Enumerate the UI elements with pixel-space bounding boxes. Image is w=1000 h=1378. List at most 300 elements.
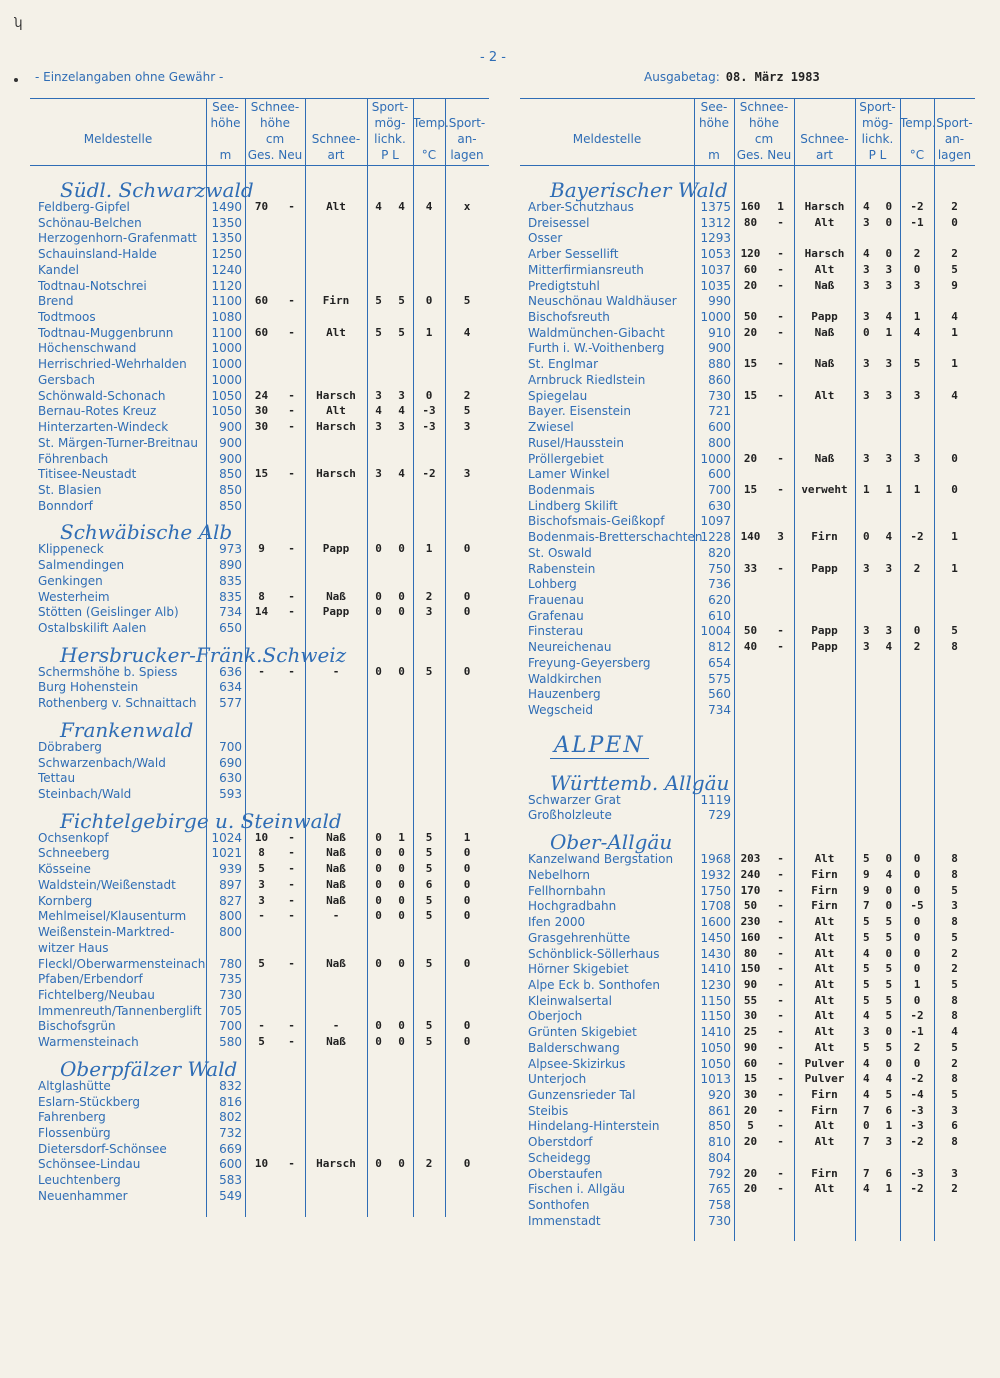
snow-total: 24: [254, 388, 269, 402]
snow-new: -: [288, 1019, 295, 1033]
right-col-anlagen: [934, 99, 975, 165]
sport-p: 5: [862, 852, 870, 866]
snow-type: Alt: [814, 977, 835, 991]
sport-facilities: 2: [951, 200, 958, 213]
left-column-header: [30, 99, 489, 166]
station-name: Warmensteinach: [38, 1035, 139, 1050]
station-row: [520, 884, 975, 900]
snow-total: 60: [743, 1056, 758, 1070]
temperature: 0: [913, 962, 921, 976]
sport-facilities: 0: [463, 877, 471, 891]
snow-type: Alt: [814, 262, 835, 276]
header-line: lichk.: [861, 132, 894, 146]
sport-p: 5: [862, 977, 870, 991]
region-heading: Bayerischer Wald: [550, 178, 728, 202]
temperature: -4: [910, 1088, 924, 1101]
sport-p: 0: [375, 542, 382, 556]
station-name: Immenreuth/Tannenberglift: [38, 1003, 202, 1018]
station-altitude: 1000: [700, 451, 731, 466]
snow-new: -: [288, 589, 295, 603]
temperature: 5: [425, 862, 433, 876]
station-row: [30, 590, 489, 606]
sport-l: 0: [885, 883, 893, 897]
snow-type: Naß: [326, 830, 346, 844]
sport-p: 0: [375, 862, 382, 876]
snow-new: -: [777, 867, 784, 881]
snow-new: -: [777, 1056, 784, 1070]
snow-new: -: [777, 930, 784, 944]
sport-facilities: 5: [951, 977, 958, 991]
snow-type: Naß: [326, 956, 346, 970]
temperature: -5: [910, 899, 924, 913]
station-altitude: 560: [708, 687, 731, 702]
station-name: Lamer Winkel: [528, 467, 610, 482]
station-row: [520, 624, 975, 640]
station-row: [30, 1004, 489, 1020]
sport-facilities: 8: [951, 1135, 958, 1149]
snow-type: Naß: [814, 451, 835, 465]
header-line: mög-: [374, 116, 406, 130]
sport-l: 3: [885, 451, 893, 465]
station-altitude: 610: [708, 608, 731, 623]
station-altitude: 850: [219, 467, 242, 482]
snow-new: -: [777, 1009, 784, 1023]
station-row: [30, 831, 489, 847]
temperature: -3: [910, 1119, 924, 1133]
station-altitude: 669: [219, 1141, 242, 1156]
snow-type: Pulver: [804, 1072, 845, 1086]
header-line: Schnee-: [311, 132, 361, 146]
sport-p: 3: [375, 420, 382, 434]
station-row: [520, 656, 975, 672]
sport-p: 3: [862, 278, 870, 292]
column-divider: [305, 166, 306, 1217]
station-altitude: 634: [219, 680, 242, 695]
station-name: Fahrenberg: [38, 1110, 106, 1125]
header-line: Sport-: [371, 100, 409, 114]
header-line: Ges. Neu: [736, 148, 792, 162]
station-row: [30, 756, 489, 772]
station-name: Immenstadt: [528, 1213, 601, 1228]
station-altitude: 1050: [211, 388, 242, 403]
station-name: Rusel/Hausstein: [528, 435, 624, 450]
temperature: 5: [425, 956, 433, 970]
sport-p: 3: [375, 467, 382, 481]
snow-total: 5: [258, 1035, 265, 1049]
station-name: Alpsee-Skizirkus: [528, 1056, 626, 1071]
station-name: Titisee-Neustadt: [38, 467, 137, 482]
station-row: [30, 972, 489, 988]
snow-type: Naß: [326, 846, 346, 860]
station-altitude: 850: [219, 482, 242, 497]
snow-new: -: [288, 294, 295, 308]
station-name: Frauenau: [528, 593, 584, 607]
station-row: [520, 1167, 975, 1183]
snow-total: 40: [743, 640, 758, 654]
station-row: [30, 467, 489, 483]
station-altitude: 575: [708, 671, 731, 686]
snow-type: Alt: [814, 1040, 835, 1054]
header-line: an-: [457, 132, 477, 146]
station-altitude: 1013: [700, 1072, 731, 1087]
sport-l: 3: [885, 278, 893, 292]
station-row: [520, 703, 975, 719]
sport-p: 3: [862, 215, 870, 229]
temperature: -3: [422, 420, 436, 434]
snow-new: -: [777, 310, 784, 324]
sport-l: 0: [398, 1157, 405, 1171]
station-row: [520, 915, 975, 931]
station-row: [30, 1095, 489, 1111]
station-name: Osser: [528, 231, 563, 246]
station-altitude: 1230: [700, 977, 731, 992]
snow-total: 20: [743, 451, 758, 465]
station-altitude: 580: [219, 1035, 242, 1050]
sport-p: 3: [862, 1025, 870, 1039]
station-name: Großholzleute: [528, 808, 612, 823]
station-row: [520, 216, 975, 232]
station-name: Waldstein/Weißenstadt: [38, 877, 176, 892]
station-name: Predigtstuhl: [528, 278, 600, 293]
station-altitude: 850: [708, 1119, 731, 1134]
snow-new: -: [777, 899, 784, 913]
snow-total: 50: [743, 899, 758, 913]
sport-l: 5: [885, 930, 893, 944]
snow-total: 230: [740, 915, 761, 929]
header-line: cm: [754, 132, 774, 146]
snow-new: -: [288, 420, 295, 434]
snow-total: 50: [743, 624, 758, 638]
snow-type: Firn: [811, 899, 838, 913]
station-altitude: 897: [219, 877, 242, 892]
region-heading: Oberpfälzer Wald: [60, 1056, 238, 1081]
sport-l: 1: [885, 1119, 893, 1133]
station-row: [520, 577, 975, 593]
snow-type: Alt: [814, 962, 835, 976]
station-name: Hörner Skigebiet: [528, 962, 629, 977]
station-row: [520, 467, 975, 483]
station-altitude: 1250: [211, 247, 242, 262]
snow-total: 160: [740, 200, 761, 213]
sport-p: 3: [375, 388, 382, 402]
station-altitude: 735: [219, 972, 242, 987]
station-name: Kornberg: [38, 893, 93, 908]
station-name: Ifen 2000: [528, 915, 586, 930]
snow-new: -: [777, 993, 784, 1007]
header-divider: [734, 99, 735, 165]
snow-type: Firn: [811, 867, 838, 881]
station-name: St. Blasien: [38, 482, 102, 497]
snow-type: Papp: [322, 605, 350, 619]
snow-total: 90: [743, 977, 758, 991]
sport-facilities: 1: [951, 357, 958, 371]
station-name: Oberstdorf: [528, 1135, 593, 1150]
snow-new: -: [777, 482, 784, 496]
right-col-sport: [855, 99, 900, 165]
temperature: 5: [425, 1035, 433, 1049]
station-row: [520, 852, 975, 868]
station-altitude: 1000: [211, 357, 242, 372]
station-row: [520, 1198, 975, 1214]
station-row: [30, 574, 489, 590]
station-row: [30, 909, 489, 925]
temperature: 1: [913, 482, 921, 496]
station-altitude: 800: [219, 925, 242, 940]
temperature: 2: [425, 589, 433, 603]
sport-l: 4: [885, 530, 893, 544]
station-altitude: 816: [219, 1094, 242, 1109]
temperature: -1: [910, 215, 924, 229]
station-altitude: 1000: [700, 310, 731, 325]
station-name: Unterjoch: [528, 1072, 587, 1087]
sport-facilities: 5: [463, 294, 471, 308]
snow-new: -: [777, 1088, 784, 1101]
sport-l: 1: [398, 830, 405, 844]
sport-facilities: 5: [951, 1040, 958, 1054]
temperature: 0: [913, 883, 921, 897]
station-altitude: 780: [219, 956, 242, 971]
temperature: 0: [913, 624, 921, 638]
sport-p: 0: [375, 664, 382, 678]
station-name: St. Märgen-Turner-Breitnau: [38, 435, 198, 450]
sport-l: 4: [885, 640, 893, 654]
station-row: [30, 925, 489, 941]
station-name: Westerheim: [38, 589, 110, 604]
column-divider: [734, 166, 735, 1241]
snow-type: Alt: [814, 915, 835, 929]
sport-facilities: 0: [463, 589, 471, 603]
sport-facilities: 3: [951, 1103, 958, 1117]
sport-p: 7: [862, 899, 870, 913]
snow-new: -: [777, 883, 784, 897]
station-name: Altglashütte: [38, 1078, 111, 1093]
sport-l: 0: [398, 664, 405, 678]
snow-type: Firn: [811, 883, 838, 897]
temperature: 5: [425, 1019, 433, 1033]
temperature: 0: [913, 946, 921, 960]
sport-p: 0: [375, 605, 382, 619]
station-row: [520, 1119, 975, 1135]
sport-p: 0: [862, 1119, 870, 1133]
station-row: [30, 680, 489, 696]
station-row: [30, 216, 489, 232]
station-row: [30, 1189, 489, 1205]
station-row: [520, 514, 975, 530]
sport-p: 5: [862, 915, 870, 929]
station-row: [520, 994, 975, 1010]
snow-total: 60: [254, 325, 269, 339]
sport-l: 0: [398, 862, 405, 876]
header-line: [413, 131, 445, 147]
station-altitude: 910: [708, 325, 731, 340]
column-divider: [206, 166, 207, 1217]
snow-total: 140: [740, 530, 761, 544]
sport-p: 7: [862, 1103, 870, 1117]
sport-facilities: 5: [951, 1088, 958, 1101]
station-altitude: 593: [219, 787, 242, 802]
header-line: °C: [909, 148, 925, 162]
corner-mark: ʮ: [14, 16, 23, 31]
temperature: 5: [425, 909, 433, 923]
station-altitude: 1240: [211, 262, 242, 277]
sport-p: 0: [375, 846, 382, 860]
station-name: Scheidegg: [528, 1150, 591, 1165]
station-altitude: 1000: [211, 341, 242, 356]
header-line: höhe: [749, 116, 779, 130]
snow-total: 30: [254, 404, 269, 418]
snow-new: -: [777, 977, 784, 991]
snow-type: Alt: [814, 1135, 835, 1149]
station-altitude: 812: [708, 640, 731, 655]
station-row: [520, 808, 975, 824]
sport-l: 0: [398, 605, 405, 619]
station-name: Sonthofen: [528, 1198, 590, 1213]
sport-p: 5: [862, 1040, 870, 1054]
snow-type: Harsch: [316, 420, 356, 434]
station-row: [520, 1088, 975, 1104]
temperature: -3: [422, 404, 436, 418]
header-line: [794, 115, 855, 131]
header-divider: [934, 99, 935, 165]
station-name: Leuchtenberg: [38, 1173, 121, 1188]
station-altitude: 990: [708, 294, 731, 309]
sport-p: 5: [375, 294, 382, 308]
sport-l: 0: [885, 247, 893, 261]
sport-facilities: 0: [463, 893, 471, 907]
temperature: 2: [913, 1040, 921, 1054]
snow-new: -: [288, 877, 295, 891]
station-altitude: 1004: [700, 624, 731, 639]
header-line: art: [327, 148, 345, 162]
station-name: Bischofsmais-Geißkopf: [528, 514, 665, 529]
station-altitude: 900: [219, 451, 242, 466]
station-name: Brend: [38, 294, 74, 309]
snow-new: -: [777, 1072, 784, 1086]
station-name: Herzogenhorn-Grafenmatt: [38, 231, 197, 246]
station-altitude: 1490: [211, 200, 242, 214]
sport-facilities: x: [463, 200, 471, 213]
snow-type: Alt: [814, 1119, 835, 1133]
station-altitude: 1050: [700, 1056, 731, 1071]
snow-type: Papp: [322, 542, 350, 556]
snow-total: 20: [743, 1182, 758, 1196]
left-col-schneehoehe: [245, 99, 305, 165]
snow-new: -: [288, 1035, 295, 1049]
sport-l: 0: [885, 1056, 893, 1070]
snow-total: -: [258, 909, 265, 923]
snow-type: Firn: [811, 1103, 838, 1117]
header-line: m: [708, 148, 720, 162]
station-row: [30, 279, 489, 295]
station-altitude: 1100: [211, 325, 242, 340]
snow-new: -: [288, 664, 295, 678]
temperature: 4: [425, 200, 433, 213]
station-row: [30, 894, 489, 910]
sport-l: 3: [885, 561, 893, 575]
station-name: Schauinsland-Halde: [38, 247, 157, 262]
station-row: [520, 326, 975, 342]
station-altitude: 1350: [211, 231, 242, 246]
station-row: [30, 310, 489, 326]
sport-p: 0: [375, 830, 382, 844]
sport-l: 1: [885, 1182, 893, 1196]
disclaimer: - Einzelangaben ohne Gewähr -: [35, 70, 224, 84]
station-row: [520, 310, 975, 326]
sport-facilities: 1: [951, 325, 958, 339]
temperature: 2: [913, 247, 921, 261]
header-divider: [900, 99, 901, 165]
temperature: 2: [913, 561, 921, 575]
station-name: Burg Hohenstein: [38, 680, 139, 695]
temperature: 0: [913, 262, 921, 276]
column-divider: [694, 166, 695, 1241]
snow-type: Alt: [814, 946, 835, 960]
sport-p: 0: [375, 877, 382, 891]
header-line: art: [816, 148, 833, 162]
station-name: Döbraberg: [38, 739, 102, 754]
station-altitude: 810: [708, 1135, 731, 1150]
sport-facilities: 1: [951, 561, 958, 575]
sport-facilities: 0: [463, 542, 471, 556]
header-line: [445, 99, 489, 115]
station-altitude: 1100: [211, 294, 242, 309]
station-altitude: 804: [708, 1150, 731, 1165]
snow-type: Alt: [814, 852, 835, 866]
sport-p: 0: [862, 530, 870, 544]
snow-type: Alt: [814, 993, 835, 1007]
sport-facilities: 0: [463, 862, 471, 876]
station-name: Todtnau-Notschrei: [38, 278, 147, 293]
station-row: [520, 404, 975, 420]
station-row: [30, 231, 489, 247]
sport-p: 9: [862, 867, 870, 881]
station-row: [520, 279, 975, 295]
sport-l: 0: [398, 877, 405, 891]
snow-new: -: [777, 1040, 784, 1054]
snow-type: Naß: [814, 357, 835, 371]
header-divider: [367, 99, 368, 165]
station-row: [520, 640, 975, 656]
station-name: Herrischried-Wehrhalden: [38, 357, 187, 372]
header-divider: [794, 99, 795, 165]
temperature: -3: [910, 1166, 924, 1180]
station-row: [520, 978, 975, 994]
snow-total: 3: [258, 877, 265, 891]
snow-new: -: [777, 1182, 784, 1196]
station-altitude: 750: [708, 561, 731, 576]
snow-total: 20: [743, 1166, 758, 1180]
temperature: 5: [425, 830, 433, 844]
column-divider: [794, 166, 795, 1241]
station-altitude: 1080: [211, 310, 242, 325]
station-altitude: 765: [708, 1182, 731, 1197]
sport-facilities: 8: [951, 915, 958, 929]
snow-new: -: [777, 325, 784, 339]
sport-facilities: 4: [951, 1025, 958, 1039]
sport-p: 0: [375, 1019, 382, 1033]
snow-total: 170: [740, 883, 761, 897]
snow-total: 33: [743, 561, 758, 575]
temperature: 3: [913, 451, 921, 465]
right-col-meldestelle: Meldestelle: [572, 132, 642, 146]
sport-p: 3: [862, 262, 870, 276]
station-row: [30, 941, 489, 957]
station-name: Dreisessel: [528, 215, 590, 230]
sport-facilities: 0: [463, 1035, 471, 1049]
sport-l: 3: [885, 262, 893, 276]
station-altitude: 920: [708, 1088, 731, 1102]
sport-facilities: 5: [951, 624, 958, 638]
